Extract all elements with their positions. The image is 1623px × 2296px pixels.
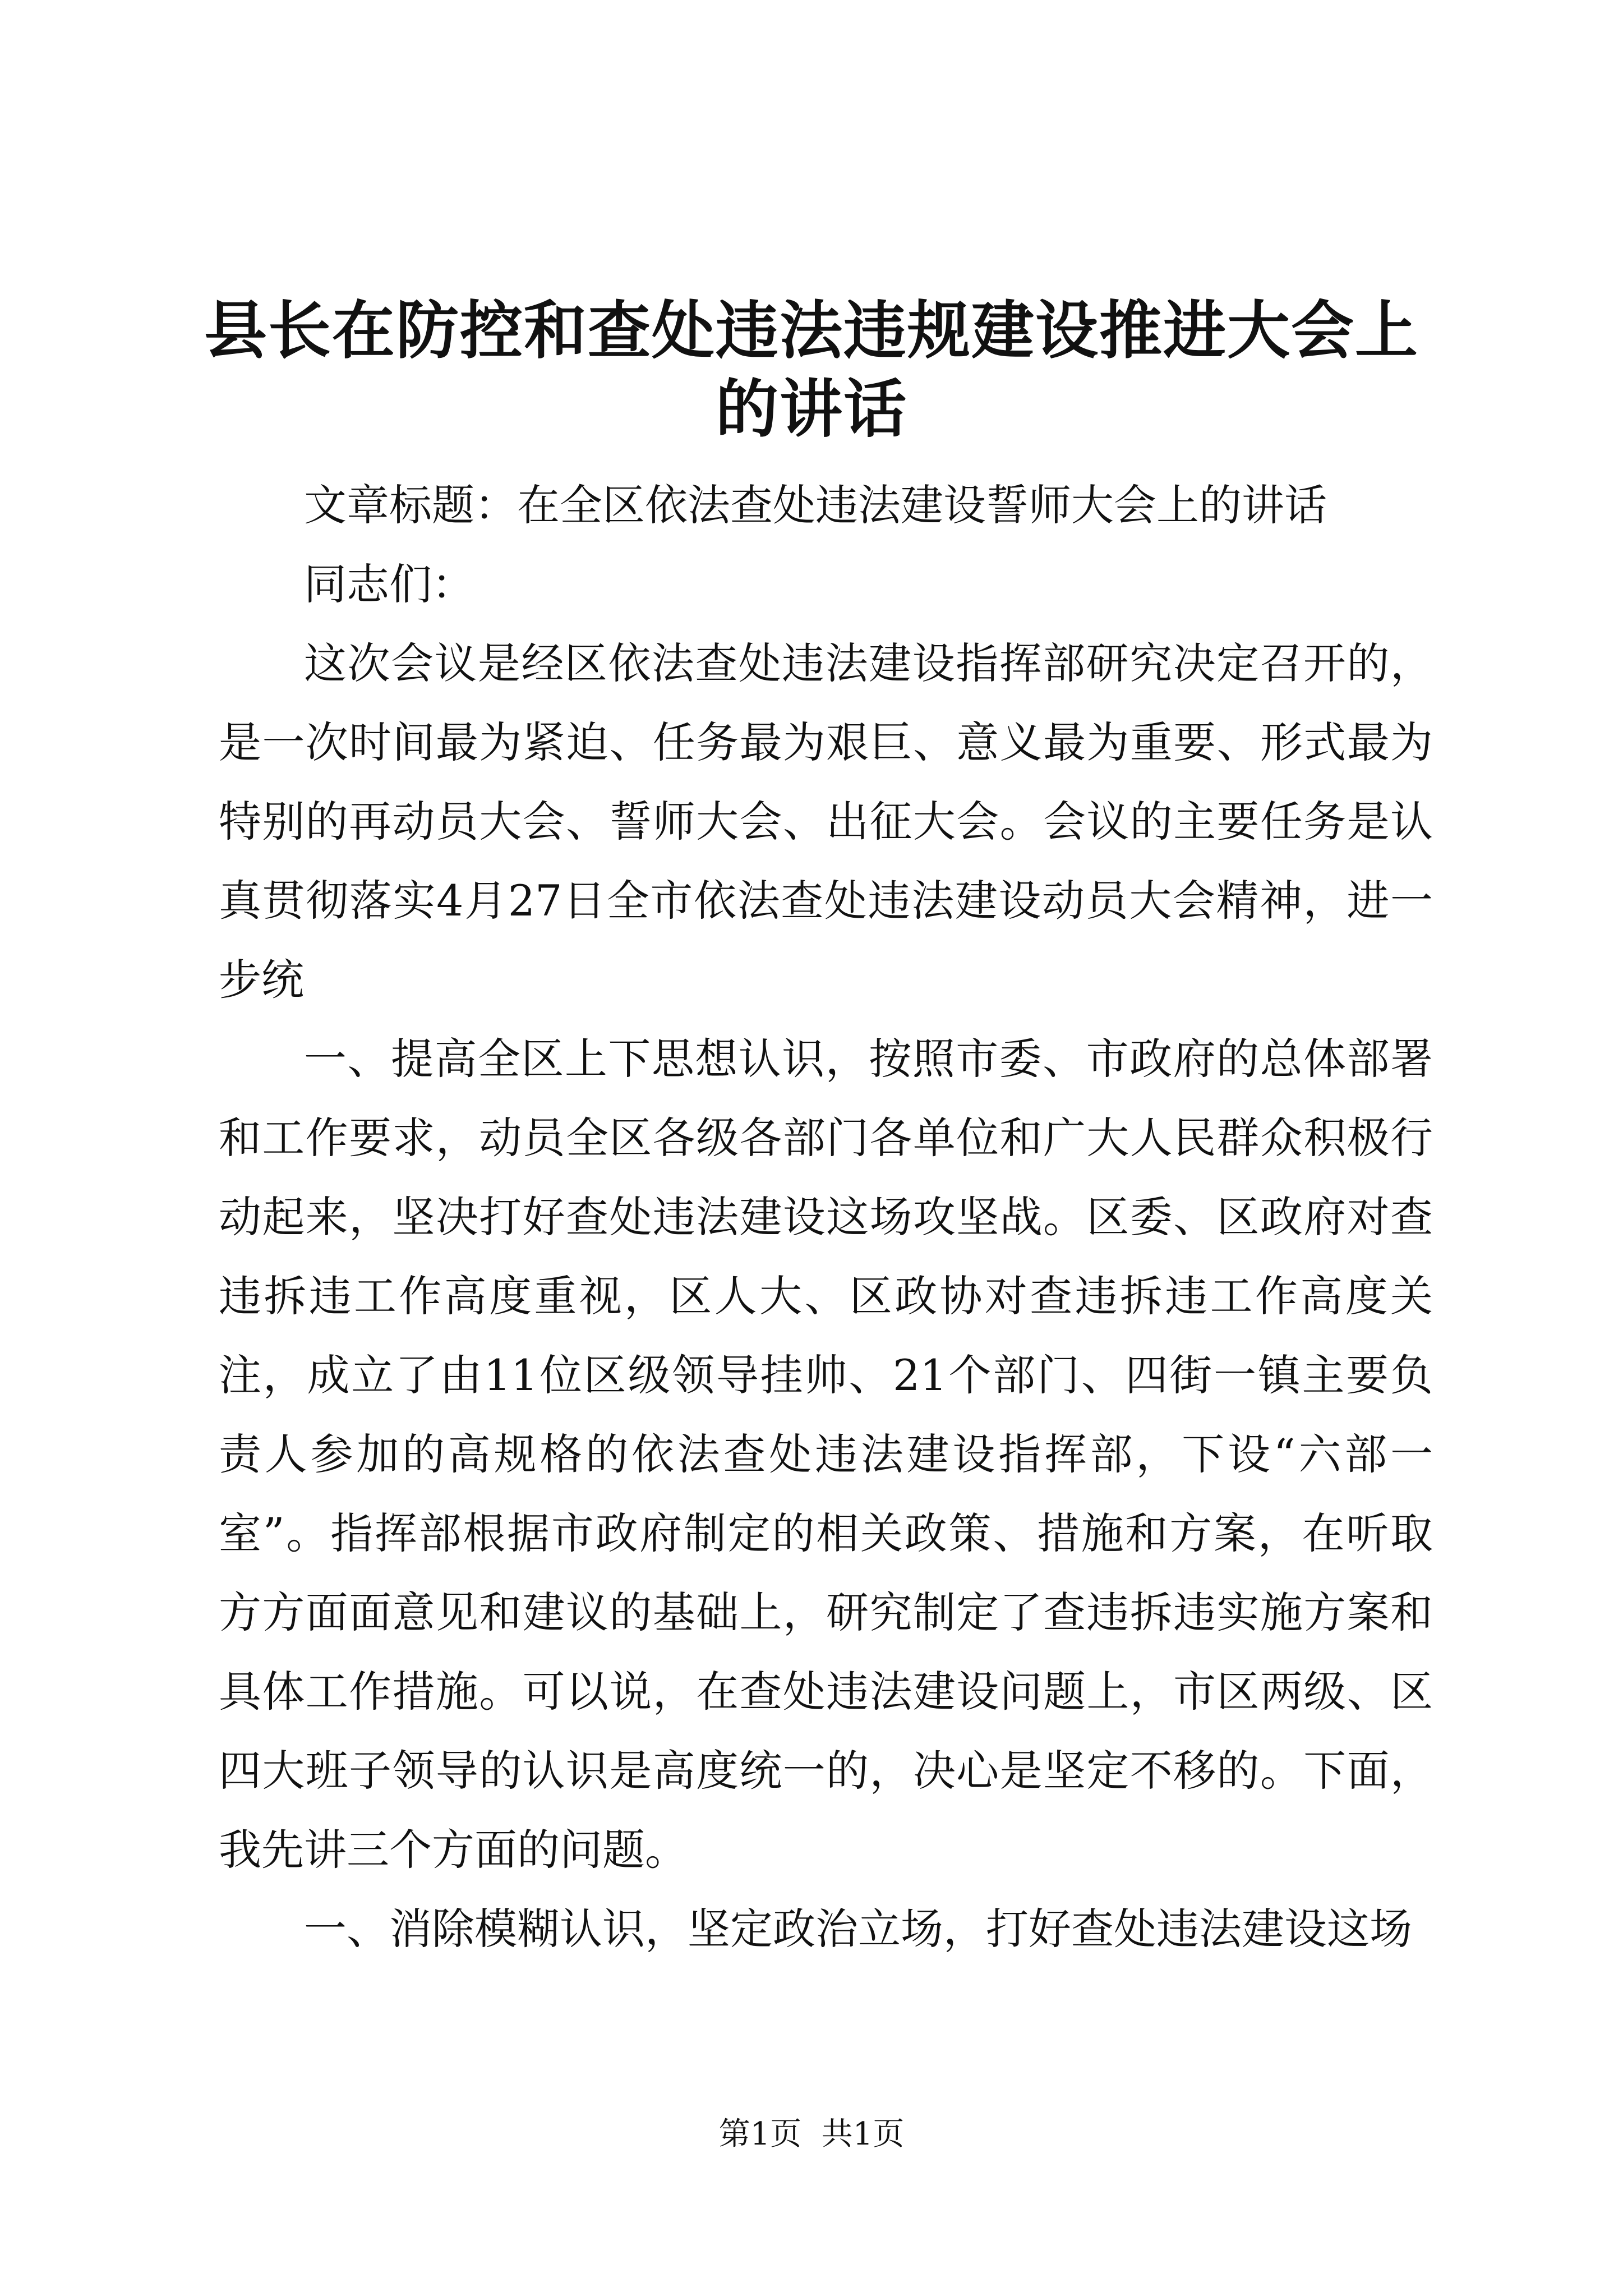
salutation: 同志们： <box>304 559 474 609</box>
page-footer <box>0 2115 1623 2154</box>
body-paragraph: 一、提高全区上下思想认识，按照市委、市政府的总体部署和工作要求，动员全区各级各部门各单位和广大人民群众积极行动起来，坚决打好查处违法建设这场攻坚战。区委、区政府对查违拆违工作高度重视，区人大、区政协对查违拆违工作高度关注，成立了由11位区级领导挂帅、21个部门、四街一镇主要负责人参加的高规格的依法查处违法建设指挥部，下设“六部一室”。指挥部根据市政府制定的相关政策、措施和方案，在听取方方面面意见和建议的基础上，研究制定了查违拆违实施方案和具体工作措施。可以说，在查处违法建设问题上，市区两级、区四大班子领导的认识是高度统一的，决心是坚定不移的。下面，我先讲三个方面的问题。 <box>219 1034 1433 1875</box>
article-title-line: 文章标题：在全区依法查处违法建设誓师大会上的讲话 <box>304 480 1327 530</box>
body-paragraph: 一、消除模糊认识，坚定政治立场，打好查处违法建设这场 <box>304 1904 1412 1954</box>
document-body <box>219 466 1433 1968</box>
body-paragraph: 这次会议是经区依法查处违法建设指挥部研究决定召开的，是一次时间最为紧迫、任务最为艰巨、意义最为重要、形式最为特别的再动员大会、誓师大会、出征大会。会议的主要任务是认真贯彻落实4月27日全市依法查处违法建设动员大会精神，进一步统 <box>219 638 1433 1005</box>
page-number: 第1页 共1页 <box>718 2116 905 2152</box>
document-title: 县长在防控和查处违法违规建设推进大会上的讲话 <box>204 295 1419 446</box>
